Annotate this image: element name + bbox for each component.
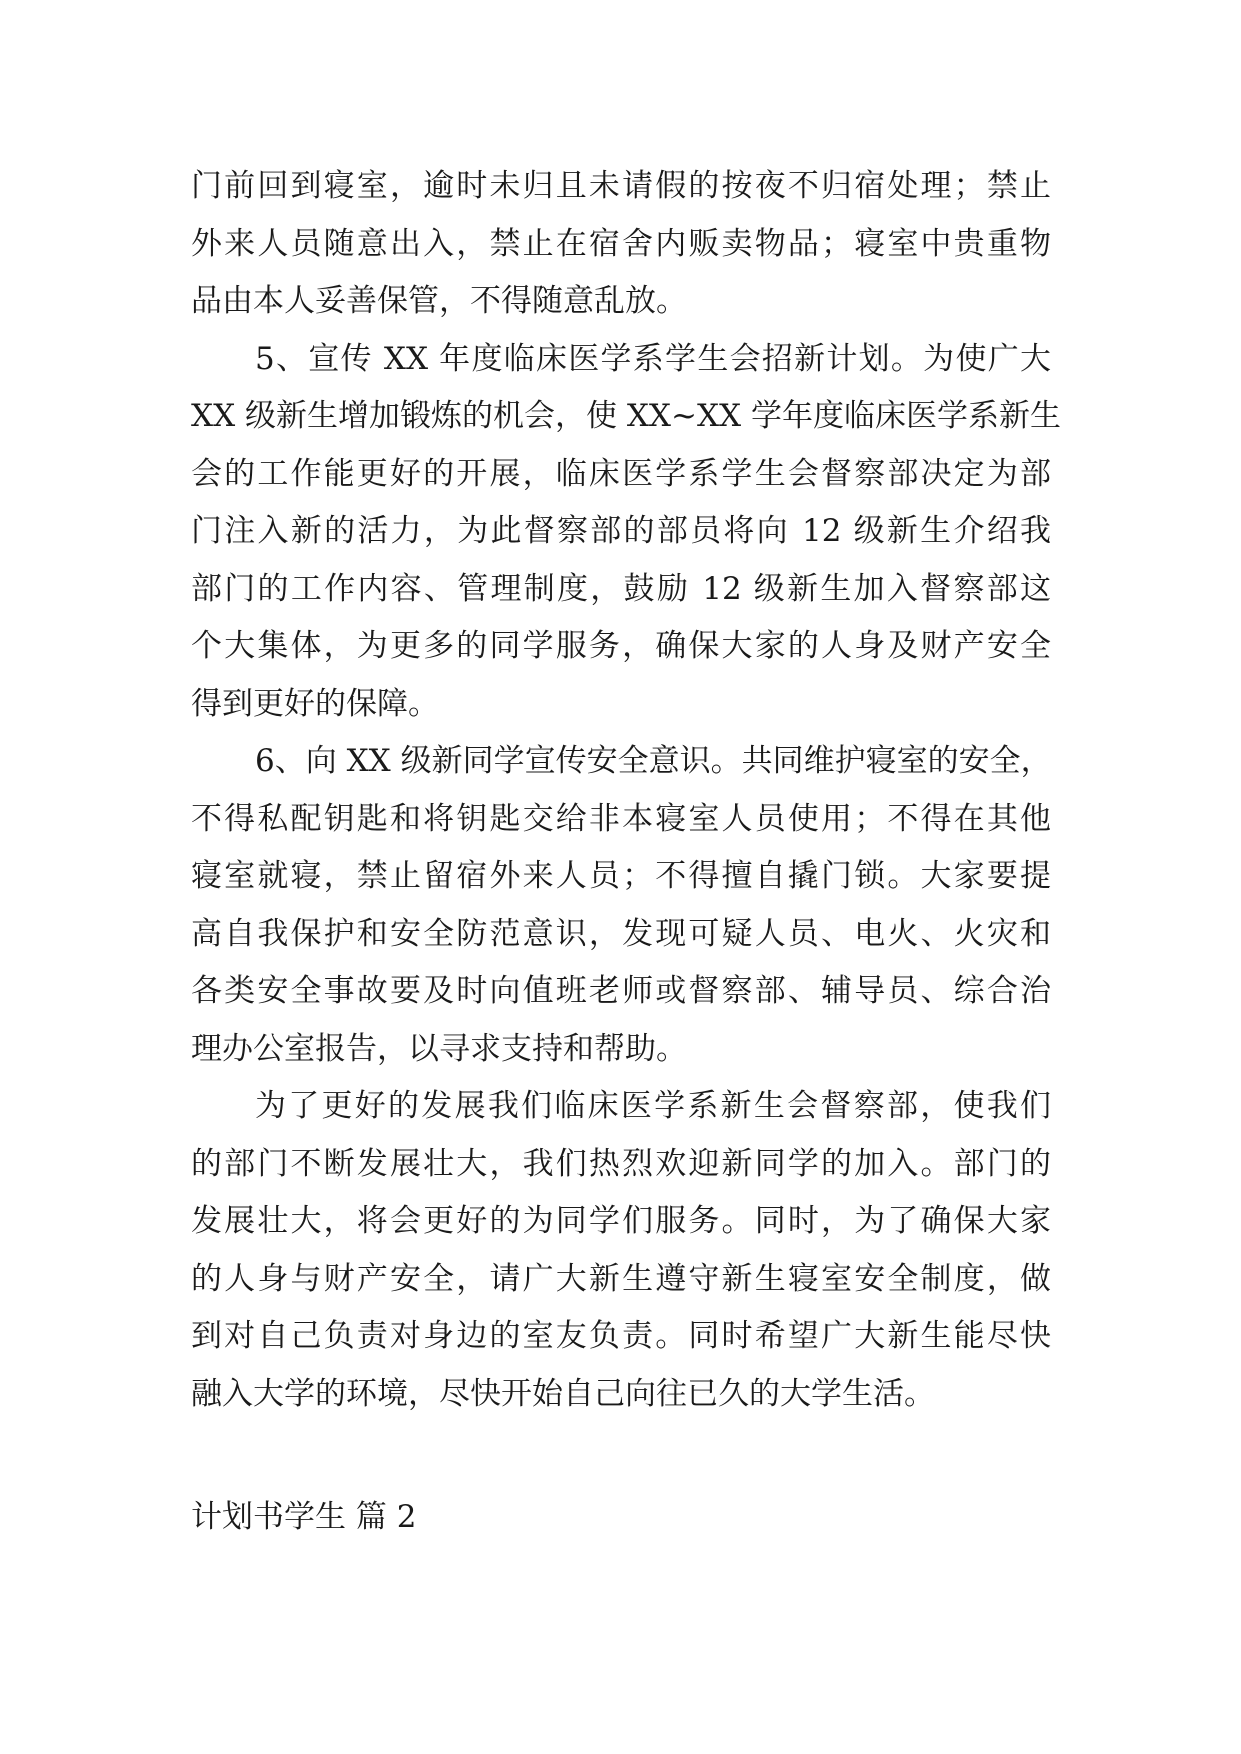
text-line: 门注入新的活力，为此督察部的部员将向 12 级新生介绍我 — [191, 513, 1051, 549]
text-line: 门前回到寝室，逾时未归且未请假的按夜不归宿处理；禁止 — [191, 168, 1051, 204]
text-line: 理办公室报告，以寻求支持和帮助。 — [191, 1030, 687, 1067]
text-line: 到对自己负责对身边的室友负责。同时希望广大新生能尽快 — [191, 1318, 1051, 1354]
paragraph-item-5-recruitment — [191, 331, 1061, 734]
text-line: 的部门不断发展壮大，我们热烈欢迎新同学的加入。部门的 — [191, 1145, 1051, 1182]
text-line: 5、宣传 XX 年度临床医学系学生会招新计划。为使广大 — [255, 340, 1051, 377]
text-line: 部门的工作内容、管理制度，鼓励 12 级新生加入督察部这 — [191, 570, 1051, 607]
text-line: 的人身与财产安全，请广大新生遵守新生寝室安全制度，做 — [191, 1260, 1051, 1297]
text-line: 高自我保护和安全防范意识，发现可疑人员、电火、火灾和 — [191, 915, 1051, 952]
text-line: 得到更好的保障。 — [191, 685, 439, 722]
paragraph-dorm-rules-continued — [191, 158, 1051, 331]
text-line: 融入大学的环境，尽快开始自己向往已久的大学生活。 — [191, 1375, 935, 1412]
paragraph-item-6-safety — [191, 733, 1051, 1078]
paragraph-closing — [191, 1078, 1051, 1423]
document-body — [191, 158, 1061, 1423]
section-title: 计划书学生 篇 2 — [191, 1499, 417, 1535]
text-line: 寝室就寝，禁止留宿外来人员；不得擅自撬门锁。大家要提 — [191, 858, 1051, 894]
text-line: XX 级新生增加锻炼的机会，使 XX~XX 学年度临床医学系新生 — [191, 398, 1061, 434]
text-line: 发展壮大，将会更好的为同学们服务。同时，为了确保大家 — [191, 1203, 1051, 1239]
text-line: 各类安全事故要及时向值班老师或督察部、辅导员、综合治 — [191, 973, 1051, 1009]
text-line: 品由本人妥善保管，不得随意乱放。 — [191, 283, 687, 319]
text-line: 6、向 XX 级新同学宣传安全意识。共同维护寝室的安全， — [255, 743, 1052, 779]
text-line: 不得私配钥匙和将钥匙交给非本寝室人员使用；不得在其他 — [191, 800, 1051, 837]
text-line: 会的工作能更好的开展，临床医学系学生会督察部决定为部 — [191, 455, 1051, 492]
text-line: 外来人员随意出入，禁止在宿舍内贩卖物品；寝室中贵重物 — [191, 225, 1051, 262]
text-line: 个大集体，为更多的同学服务，确保大家的人身及财产安全 — [191, 628, 1051, 664]
text-line: 为了更好的发展我们临床医学系新生会督察部，使我们 — [255, 1088, 1051, 1124]
